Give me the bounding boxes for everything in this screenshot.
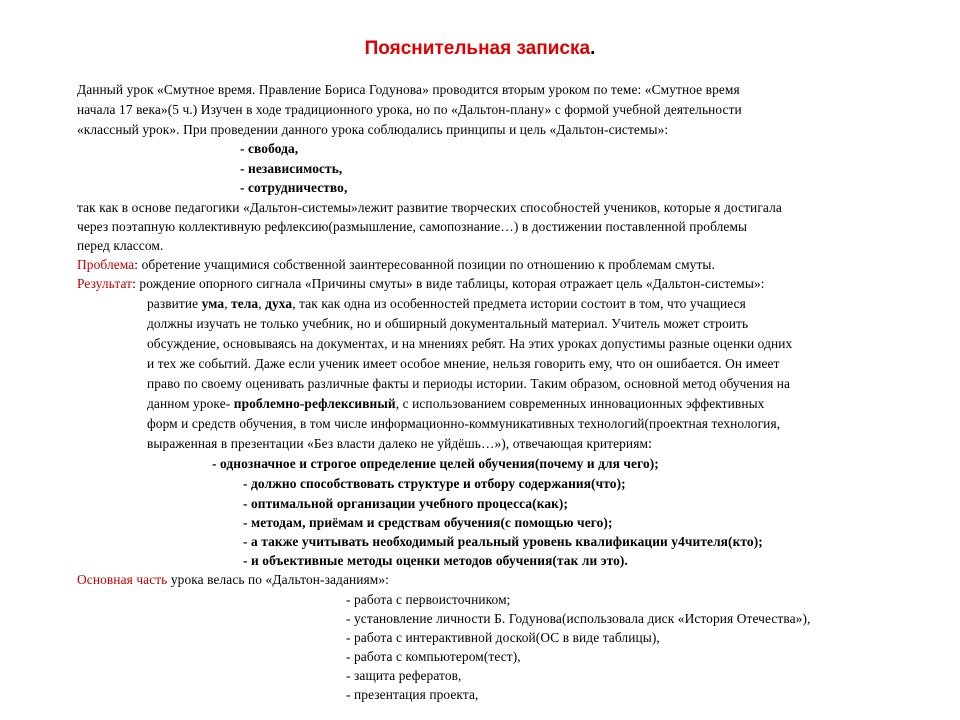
text-span: , с использованием современных инновационных эффективных [395,396,765,411]
text-span: , [224,296,232,311]
main-part-label: Основная часть [77,572,168,587]
text-span: : [648,436,653,452]
result-body-line: право по своему оценивать различные факты и периоды истории. Таким образом, основной метод обучения на [147,376,791,391]
problem-label: Проблема [77,257,135,272]
task-item: - презентация проекта, [346,687,479,702]
criteria-item [243,494,568,513]
bold-term: ума [201,296,225,311]
principle-item [240,178,347,197]
principle-text: - сотрудничество, [240,180,348,195]
result-body-line [147,434,652,454]
page-title [0,38,960,60]
bold-term: тела [231,296,259,311]
text-span: выраженная в презентации «Без власти далеко не уйдёшь…»), отвечающая критериям [147,436,649,451]
title-text: Пояснительная записка [364,38,591,59]
paragraph-line: через поэтапную коллективную рефлексию(размышление, самопознание…) в достижении поставленной проблемы [77,219,748,234]
principle-text: - свобода, [240,141,299,156]
result-body-line: должны изучать не только учебник, но и обширный документальный материал. Учитель может строить [147,316,749,331]
criteria-item [243,513,613,532]
main-part-line [77,570,389,589]
paragraph-line: так как в основе педагогики «Дальтон-системы»лежит развитие творческих способностей учеников, которые я достигала [77,200,782,215]
intro-line: «классный урок». При проведении данного урока соблюдались принципы и цель «Дальтон-системы»: [77,122,669,137]
principle-text: - независимость, [240,161,343,176]
task-item: - работа с компьютером(тест), [346,649,521,664]
text-span: , [258,296,266,311]
criteria-text: - и объективные методы оценки методов обучения(так ли это). [243,553,628,568]
bold-term: духа [265,296,293,311]
criteria-item [243,474,626,493]
principle-item [240,139,298,158]
text-span: данном уроке- [147,396,234,411]
criteria-text: - должно способствовать структуре и отбору содержания(что); [243,476,626,491]
criteria-item [212,454,659,473]
result-line [77,274,765,293]
criteria-text: - однозначное и строгое определение целей обучения(почему и для чего); [212,456,659,471]
task-item: - работа с первоисточником; [346,592,511,607]
text-span: развитие [147,296,202,311]
text-span: , так как одна из особенностей предмета истории состоит в том, что учащиеся [292,296,746,311]
criteria-text: - методам, приёмам и средствам обучения(с помощью чего); [243,515,613,530]
result-body-line [147,294,746,313]
intro-line: начала 17 века»(5 ч.) Изучен в ходе традиционного урока, но по «Дальтон-плану» с формой учебной деятельности [77,102,742,117]
result-body-line: обсуждение, основываясь на документах, и на мнениях ребят. На этих уроках допустимы разные оценки одних [147,336,793,351]
result-label: Результат [77,276,133,291]
principle-item [240,159,342,178]
criteria-item [243,551,628,570]
intro-line: Данный урок «Смутное время. Правление Бориса Годунова» проводится вторым уроком по теме: «Смутное время [77,82,740,97]
bold-term: проблемно-рефлексивный [233,396,396,411]
title-dot: . [590,38,596,59]
criteria-text: - а также учитывать необходимый реальный уровень квалификации у4чителя(кто); [243,534,763,549]
result-text: : рождение опорного сигнала «Причины смуты» в виде таблицы, которая отражает цель «Дальтон-системы»: [132,276,765,291]
criteria-item [243,532,763,551]
task-item: - установление личности Б. Годунова(использовала диск «История Отечества»), [346,611,811,626]
result-body-line [147,394,764,413]
problem-line [77,255,715,274]
result-body-line: и тех же событий. Даже если ученик имеет особое мнение, нельзя говорить ему, что он ошибается. Он имеет [147,356,780,371]
task-item: - защита рефератов, [346,668,462,683]
criteria-text: - оптимальной организации учебного процесса(как); [243,496,569,511]
main-part-text: урока велась по «Дальтон-заданиям»: [167,572,389,587]
result-body-line: форм и средств обучения, в том числе информационно-коммуникативных технологий(проектная технология, [147,416,781,431]
paragraph-line: перед классом. [77,238,164,253]
problem-text: : обретение учащимися собственной заинтересованной позиции по отношению к проблемам смуты. [134,257,715,272]
task-item: - работа с интерактивной доской(ОС в виде таблицы), [346,630,660,645]
